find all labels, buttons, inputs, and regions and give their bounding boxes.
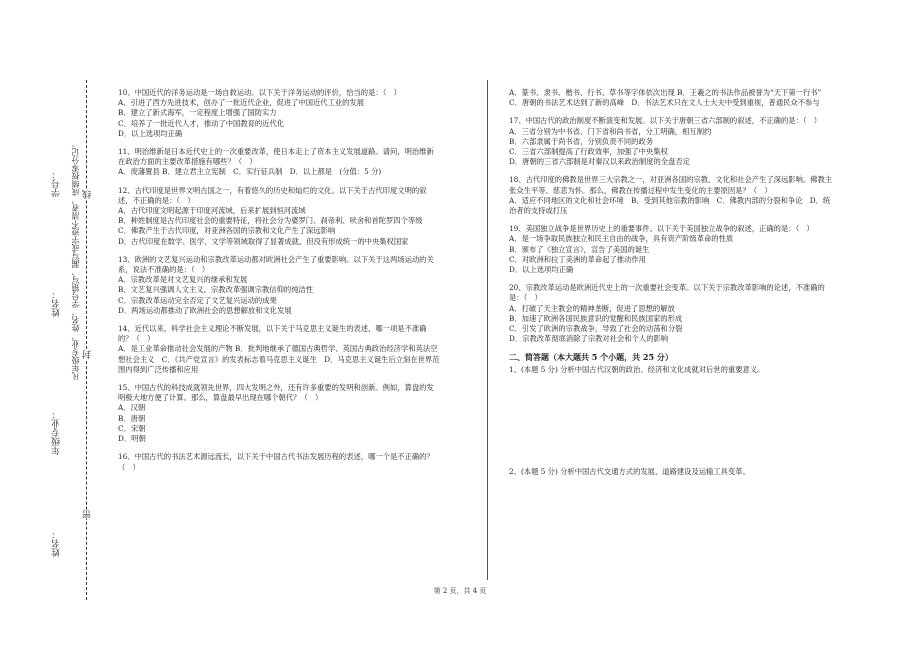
answer-option: C．三省六部制提高了行政效率，加强了中央集权 xyxy=(509,147,668,157)
answer-option: D．宗教改革彻底消除了宗教对社会和个人的影响 xyxy=(509,334,669,344)
question-stem: 12、古代印度是世界文明古国之一，有着悠久的历史和灿烂的文化。以下关于古代印度文明的叙述，不正确的是：（ ） xyxy=(118,185,427,205)
question-block xyxy=(118,186,440,247)
answer-option: A．打破了天主教会的精神垄断，促进了思想的解放 xyxy=(509,303,675,313)
cut-line-xian: 线 xyxy=(83,190,93,199)
question-stem: 11、明治维新是日本近代史上的一次重要改革，使日本走上了资本主义发展道路。请问，明治维新在政治方面的主要改革措施有哪些？（ ） xyxy=(118,147,434,167)
answer-option: A．古代印度文明起源于印度河流域，后来扩展到恒河流域 xyxy=(118,206,306,216)
cut-line xyxy=(86,80,87,600)
answer-option: A．废藩置县 B．建立君主立宪制 C．实行征兵制 D．以上都是 (分值：5 分) xyxy=(118,167,382,177)
answer-option: C．宗教改革运动完全否定了文艺复兴运动的成果 xyxy=(118,295,277,305)
question-stem: 14、近代以来，科学社会主义理论不断发展，以下关于马克思主义诞生的表述，哪一项是不准确的？（ ） xyxy=(118,324,427,344)
page-number: 第 2 页，共 4 页 xyxy=(433,587,487,595)
section2-title: 二、简答题（本大题共 5 个小题，共 25 分） xyxy=(509,352,673,363)
answer-option: A．是工业革命推动社会发展的产物 B．批判地继承了德国古典哲学、英国古典政治经济学和英法空想社会主义 C．《共产党宣言》的发表标志着马克思主义诞生 D．马克思主义诞生后立刻在世界范围内得到广泛传播和应用 xyxy=(118,344,440,374)
short-answer-q1: 1、(本题 5 分) 分析中国古代汉朝的政治、经济和文化成就对后世的重要意义。 xyxy=(509,364,765,374)
year-major-label: 年级专业： xyxy=(52,410,62,455)
cut-line-feng: 封 xyxy=(83,350,93,359)
column-divider xyxy=(487,80,488,580)
question-block xyxy=(509,283,837,344)
answer-option: B．唐朝 xyxy=(118,413,146,423)
answer-option: B．建立了新式海军，一定程度上增强了国防实力 xyxy=(118,108,277,118)
answer-option: C．宋朝 xyxy=(118,423,146,433)
answer-option: A．适应不同地区的文化和社会环境 B．受到其他宗教的影响 C．佛教内部的分裂和争论 D．统治者的支持或打压 xyxy=(509,195,831,216)
answer-option: B．颁布了《独立宣言》，宣告了美国的诞生 xyxy=(509,244,650,254)
answer-option: A．引进了西方先进技术，创办了一批近代企业，促进了中国近代工业的发展 xyxy=(118,98,365,108)
answer-option: B．加速了欧洲各国民族意识的觉醒和民族国家的形成 xyxy=(509,313,683,323)
name-label: 姓名： xyxy=(52,530,62,557)
short-answer-q2: 2、(本题 5 分) 分析中国古代交通方式的发展、道路建设及运输工具变革。 xyxy=(509,466,750,476)
answer-option: C．引发了欧洲的宗教战争，导致了社会的动荡和分裂 xyxy=(509,324,683,334)
left-column xyxy=(118,88,440,481)
answer-option: A．篆书、隶书、楷书、行书、草书等字体依次出现 B．王羲之的书法作品被誉为“天下第一行书” C．唐朝的书法艺术达到了新的高峰 D．书法艺术只在文人士大夫中受到重视，普通民众不参与 xyxy=(509,88,829,108)
question-block xyxy=(118,452,440,472)
answer-option: D．以上选项均正确 xyxy=(118,128,183,138)
question-block xyxy=(509,116,837,167)
question-block xyxy=(118,88,440,139)
answer-option: C．培养了一批近代人才，推动了中国教育的近代化 xyxy=(118,118,285,128)
question-stem: 10、中国近代的洋务运动是一场自救运动。以下关于洋务运动的评价，恰当的是：（ ） xyxy=(118,88,401,97)
cut-line-mi: 密 xyxy=(83,510,93,519)
question-block xyxy=(509,175,837,216)
answer-option: D．明朝 xyxy=(118,434,146,444)
answer-option: C．对欧洲和拉丁美洲的革命起了推动作用 xyxy=(509,254,646,264)
answer-option: D．以上选项均正确 xyxy=(509,265,574,275)
answer-option: A．三省分别为中书省、门下省和尚书省，分工明确，相互制约 xyxy=(509,126,712,136)
question-block xyxy=(509,88,837,108)
question-stem: 13、欧洲的文艺复兴运动和宗教改革运动都对欧洲社会产生了重要影响。以下关于这两场运动的关系，说法不准确的是：（ ） xyxy=(118,254,434,275)
question-block xyxy=(118,383,440,444)
binding-notice: 凡年级专业、姓名、学号错写、漏写或字迹不清者，成绩按零分记。 xyxy=(71,140,80,380)
answer-option: A．宗教改革是对文艺复兴的继承和发展 xyxy=(118,275,248,285)
question-stem: 15、中国古代的科技成就领先世界，四大发明之外，还有许多重要的发明和创新。例如，算盘的发明极大地方便了计算。那么，算盘最早出现在哪个朝代？（ ） xyxy=(118,383,434,403)
name-label-2: 姓名： xyxy=(52,290,62,317)
answer-option: C．佛教产生于古代印度，对亚洲各国的宗教和文化产生了深远影响 xyxy=(118,226,336,236)
question-block xyxy=(509,224,837,275)
question-block xyxy=(118,255,440,316)
question-stem: 19、美国独立战争是世界历史上的重要事件。以下关于美国独立战争的叙述，正确的是：（ ） xyxy=(509,224,814,234)
question-stem: 17、中国古代的政治制度不断演变和发展。以下关于唐朝三省六部制的叙述，不正确的是：（ ） xyxy=(509,116,822,126)
answer-option: D．唐朝的三省六部制是对秦汉以来政治制度的全盘否定 xyxy=(509,157,690,167)
answer-option: D．两场运动都推动了欧洲社会的思想解放和文化发展 xyxy=(118,305,292,315)
answer-option: B．种姓制度是古代印度社会的重要特征，将社会分为婆罗门、刹帝利、吠舍和首陀罗四个等级 xyxy=(118,216,423,226)
question-stem: 18、古代印度的佛教是世界三大宗教之一，对亚洲各国的宗教、文化和社会产生了深远影响。佛教主张众生平等、慈悲为怀。那么，佛教在传播过程中发生变化的主要原因是？（ ） xyxy=(509,175,833,195)
answer-option: A．是一场争取民族独立和民主自由的战争，具有资产阶级革命的性质 xyxy=(509,234,734,244)
binding-margin xyxy=(52,80,112,600)
question-stem: 16、中国古代的书法艺术源远流长，以下关于中国古代书法发展历程的表述，哪一个是不正确的？（ ） xyxy=(118,452,434,472)
question-block xyxy=(118,147,440,178)
answer-option: A．汉朝 xyxy=(118,403,146,413)
question-stem: 20、宗教改革运动是欧洲近代史上的一次重要社会变革。以下关于宗教改革影响的论述，不准确的是：（ ） xyxy=(509,283,825,303)
answer-option: D．古代印度在数学、医学、文学等领域取得了显著成就，但没有形成统一的中央集权国家 xyxy=(118,236,409,246)
question-block xyxy=(118,324,440,375)
right-column xyxy=(509,88,837,477)
answer-option: B．六部隶属于尚书省，分别负责不同的政务 xyxy=(509,136,654,146)
student-id-label: 学号： xyxy=(52,170,62,197)
answer-option: B．文艺复兴强调人文主义，宗教改革强调宗教信仰的纯洁性 xyxy=(118,285,314,295)
